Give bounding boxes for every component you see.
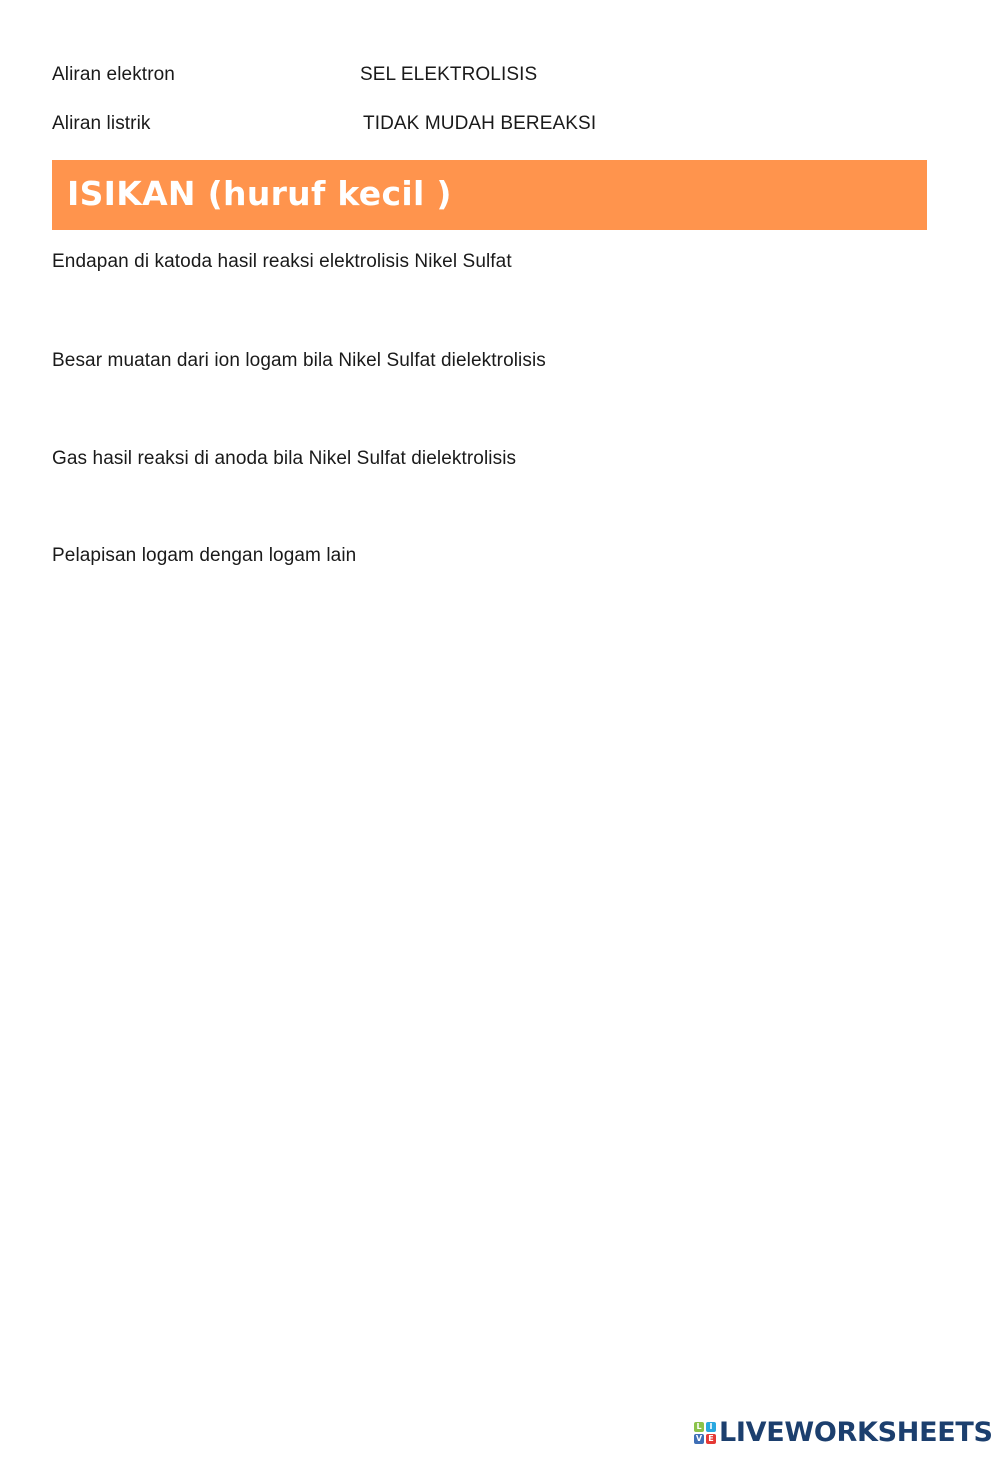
match-left-item: Aliran elektron: [52, 64, 175, 85]
question-text: Endapan di katoda hasil reaksi elektrolisis Nikel Sulfat: [52, 251, 512, 272]
match-right-item: TIDAK MUDAH BEREAKSI: [363, 113, 597, 134]
question-text: Pelapisan logam dengan logam lain: [52, 545, 357, 566]
match-right-item: SEL ELEKTROLISIS: [360, 64, 538, 85]
section-banner: [52, 160, 927, 230]
logo-tile: E: [706, 1434, 716, 1444]
match-left-item: Aliran listrik: [52, 113, 151, 134]
liveworksheets-logo: [694, 1418, 993, 1448]
question-text: Besar muatan dari ion logam bila Nikel Sulfat dielektrolisis: [52, 350, 546, 371]
question-text: Gas hasil reaksi di anoda bila Nikel Sulfat dielektrolisis: [52, 448, 517, 469]
logo-text: LIVEWORKSHEETS: [719, 1417, 993, 1448]
logo-tile: L: [694, 1422, 704, 1432]
section-title: ISIKAN (huruf kecil ): [67, 174, 452, 213]
logo-icon: [694, 1422, 716, 1444]
logo-tile: I: [706, 1422, 716, 1432]
logo-tile: V: [695, 1434, 703, 1443]
